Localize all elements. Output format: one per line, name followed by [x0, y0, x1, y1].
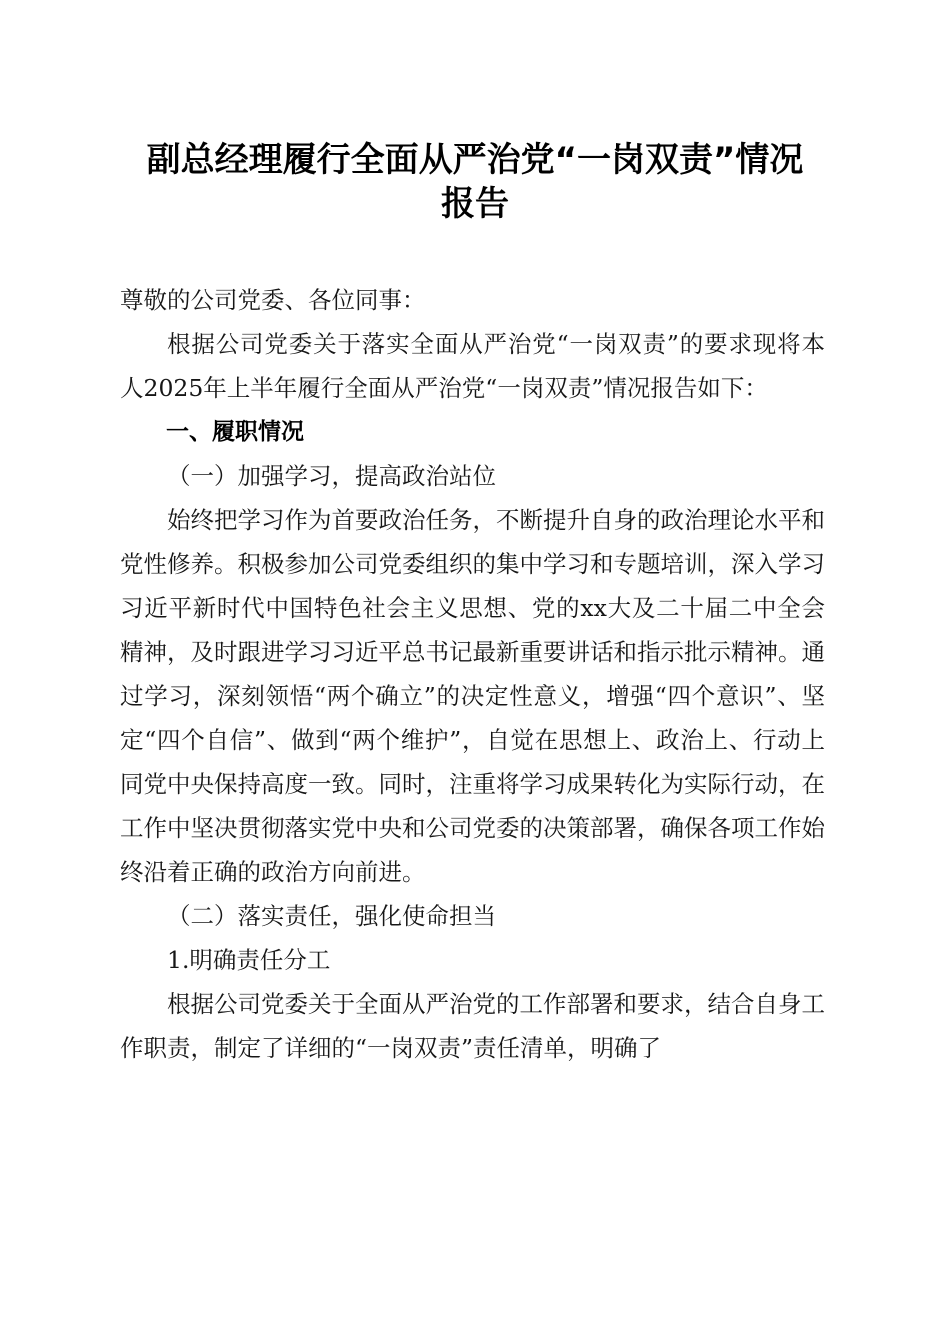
- subsection-heading-responsibility: （二）落实责任，强化使命担当: [167, 902, 496, 930]
- item-heading-division-of-duties: 1.明确责任分工: [167, 946, 331, 974]
- section-heading-performance: 一、履职情况: [166, 419, 304, 445]
- salutation: 尊敬的公司党委、各位同事：: [120, 286, 426, 314]
- division-of-duties-paragraph: 根据公司党委关于全面从严治党的工作部署和要求，结合自身工作职责，制定了详细的“一岗双责”责任清单，明确了: [120, 990, 825, 1062]
- title-line-1: 副总经理履行全面从严治党“一岗双责”情况: [146, 140, 804, 180]
- study-paragraph: 始终把学习作为首要政治任务，不断提升自身的政治理论水平和党性修养。积极参加公司党委组织的集中学习和专题培训，深入学习习近平新时代中国特色社会主义思想、党的xx大及二十届二中全会精神，及时跟进学习习近平总书记最新重要讲话和指示批示精神。通过学习，深刻领悟“两个确立”的决定性意义，增强“四个意识”、坚定“四个自信”、做到“两个维护”，自觉在思想上、政治上、行动上同党中央保持高度一致。同时，注重将学习成果转化为实际行动，在工作中坚决贯彻落实党中央和公司党委的决策部署，确保各项工作始终沿着正确的政治方向前进。: [120, 506, 825, 886]
- document-body: [120, 278, 825, 1070]
- intro-paragraph: 根据公司党委关于落实全面从严治党“一岗双责”的要求现将本人2025年上半年履行全面从严治党“一岗双责”情况报告如下：: [120, 330, 825, 402]
- subsection-heading-study: （一）加强学习，提高政治站位: [167, 462, 496, 490]
- title-line-2: 报告: [441, 184, 509, 224]
- document-title: [110, 138, 840, 226]
